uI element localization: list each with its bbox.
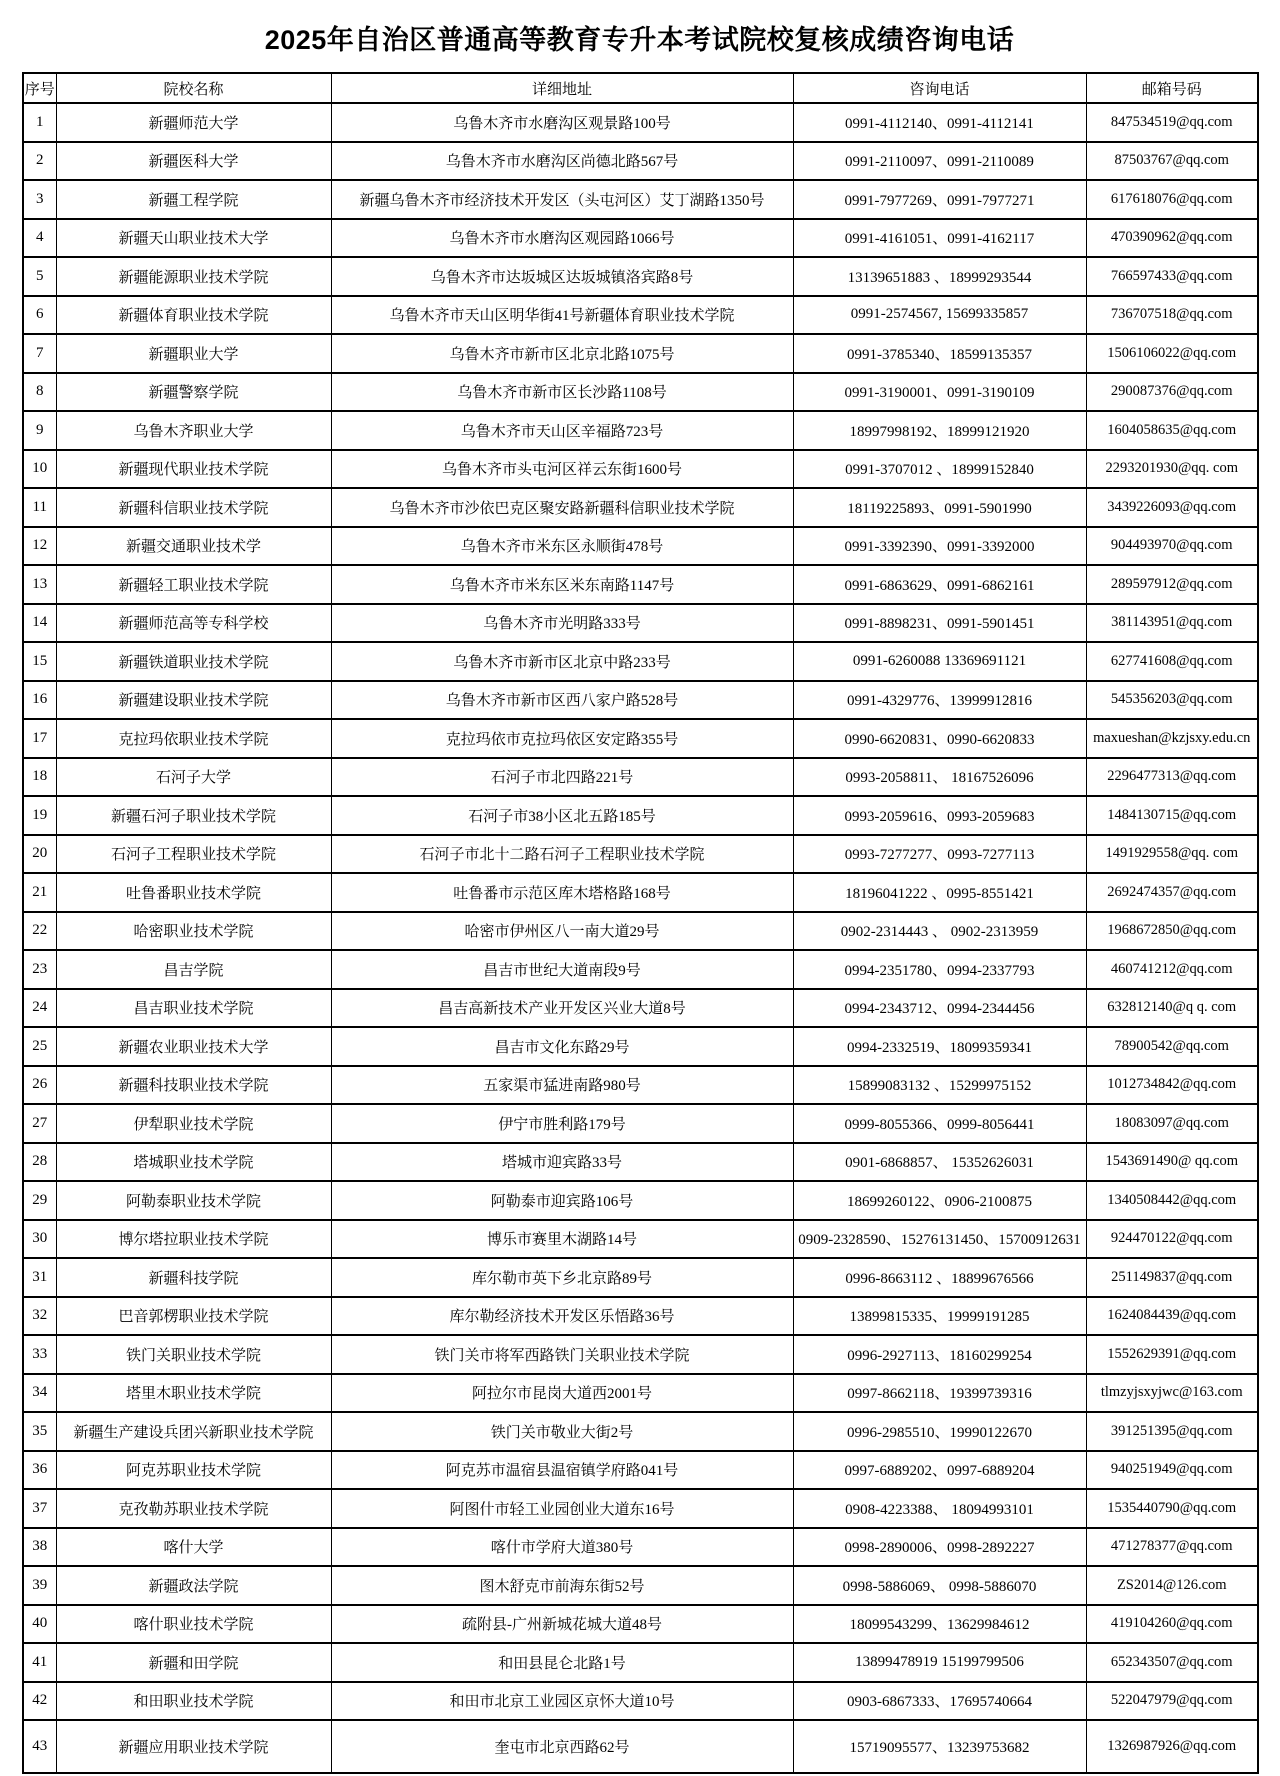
table-row xyxy=(23,758,1258,797)
table-row xyxy=(23,1104,1258,1143)
cell-no: 32 xyxy=(23,1297,56,1336)
cell-address: 吐鲁番市示范区库木塔格路168号 xyxy=(331,873,793,912)
cell-address: 和田市北京工业园区京怀大道10号 xyxy=(331,1682,793,1721)
column-header-no: 序号 xyxy=(23,73,56,103)
cell-address: 乌鲁木齐市光明路333号 xyxy=(331,604,793,643)
cell-school-name: 新疆应用职业技术学院 xyxy=(56,1720,331,1773)
cell-school-name: 新疆能源职业技术学院 xyxy=(56,257,331,296)
cell-phone: 0991-7977269、0991-7977271 xyxy=(793,180,1086,219)
cell-school-name: 新疆工程学院 xyxy=(56,180,331,219)
cell-no: 10 xyxy=(23,450,56,489)
table-row xyxy=(23,1566,1258,1605)
table-row xyxy=(23,296,1258,335)
cell-phone: 0994-2332519、18099359341 xyxy=(793,1027,1086,1066)
cell-address: 昌吉高新技术产业开发区兴业大道8号 xyxy=(331,989,793,1028)
cell-phone: 13899815335、19999191285 xyxy=(793,1297,1086,1336)
cell-phone: 0993-7277277、0993-7277113 xyxy=(793,835,1086,874)
cell-email: 766597433@qq.com xyxy=(1086,257,1258,296)
table-row xyxy=(23,527,1258,566)
cell-phone: 13139651883 、18999293544 xyxy=(793,257,1086,296)
cell-phone: 0993-2059616、0993-2059683 xyxy=(793,796,1086,835)
cell-no: 11 xyxy=(23,488,56,527)
cell-phone: 0991-2574567, 15699335857 xyxy=(793,296,1086,335)
cell-address: 铁门关市敬业大街2号 xyxy=(331,1412,793,1451)
cell-no: 30 xyxy=(23,1220,56,1259)
cell-phone: 0991-3707012 、18999152840 xyxy=(793,450,1086,489)
cell-email: maxueshan@kzjsxy.edu.cn xyxy=(1086,719,1258,758)
cell-no: 4 xyxy=(23,219,56,258)
cell-school-name: 塔里木职业技术学院 xyxy=(56,1374,331,1413)
cell-school-name: 石河子工程职业技术学院 xyxy=(56,835,331,874)
cell-email: 1326987926@qq.com xyxy=(1086,1720,1258,1773)
cell-school-name: 石河子大学 xyxy=(56,758,331,797)
cell-email: 1604058635@qq.com xyxy=(1086,411,1258,450)
cell-phone: 0991-6863629、0991-6862161 xyxy=(793,565,1086,604)
cell-school-name: 新疆交通职业技术学 xyxy=(56,527,331,566)
table-row xyxy=(23,334,1258,373)
cell-school-name: 新疆石河子职业技术学院 xyxy=(56,796,331,835)
table-header xyxy=(23,73,1258,103)
cell-email: 652343507@qq.com xyxy=(1086,1643,1258,1682)
cell-no: 22 xyxy=(23,912,56,951)
cell-no: 5 xyxy=(23,257,56,296)
cell-phone: 0994-2343712、0994-2344456 xyxy=(793,989,1086,1028)
cell-email: 419104260@qq.com xyxy=(1086,1605,1258,1644)
cell-no: 39 xyxy=(23,1566,56,1605)
cell-email: 545356203@qq.com xyxy=(1086,681,1258,720)
cell-email: ZS2014@126.com xyxy=(1086,1566,1258,1605)
table-row xyxy=(23,103,1258,142)
cell-no: 2 xyxy=(23,142,56,181)
cell-phone: 0901-6868857、 15352626031 xyxy=(793,1143,1086,1182)
cell-address: 乌鲁木齐市米东区永顺街478号 xyxy=(331,527,793,566)
cell-email: 904493970@qq.com xyxy=(1086,527,1258,566)
cell-address: 阿图什市轻工业园创业大道东16号 xyxy=(331,1489,793,1528)
cell-address: 疏附县-广州新城花城大道48号 xyxy=(331,1605,793,1644)
cell-address: 乌鲁木齐市达坂城区达坂城镇洛宾路8号 xyxy=(331,257,793,296)
cell-address: 乌鲁木齐市天山区辛福路723号 xyxy=(331,411,793,450)
table-row xyxy=(23,719,1258,758)
cell-school-name: 新疆体育职业技术学院 xyxy=(56,296,331,335)
cell-no: 43 xyxy=(23,1720,56,1773)
cell-address: 石河子市38小区北五路185号 xyxy=(331,796,793,835)
cell-address: 喀什市学府大道380号 xyxy=(331,1528,793,1567)
cell-phone: 0991-4112140、0991-4112141 xyxy=(793,103,1086,142)
cell-address: 铁门关市将军西路铁门关职业技术学院 xyxy=(331,1335,793,1374)
cell-email: 1535440790@qq.com xyxy=(1086,1489,1258,1528)
cell-school-name: 昌吉职业技术学院 xyxy=(56,989,331,1028)
header-row xyxy=(23,73,1258,103)
cell-email: 471278377@qq.com xyxy=(1086,1528,1258,1567)
cell-phone: 0996-2927113、18160299254 xyxy=(793,1335,1086,1374)
cell-school-name: 博尔塔拉职业技术学院 xyxy=(56,1220,331,1259)
cell-phone: 0909-2328590、15276131450、15700912631 xyxy=(793,1220,1086,1259)
table-row xyxy=(23,1143,1258,1182)
cell-phone: 0991-2110097、0991-2110089 xyxy=(793,142,1086,181)
cell-no: 35 xyxy=(23,1412,56,1451)
cell-no: 41 xyxy=(23,1643,56,1682)
table-row xyxy=(23,1528,1258,1567)
cell-email: 1543691490@ qq.com xyxy=(1086,1143,1258,1182)
cell-phone: 0991-3785340、18599135357 xyxy=(793,334,1086,373)
table-row xyxy=(23,873,1258,912)
cell-email: 1506106022@qq.com xyxy=(1086,334,1258,373)
cell-phone: 18099543299、13629984612 xyxy=(793,1605,1086,1644)
cell-phone: 18119225893、0991-5901990 xyxy=(793,488,1086,527)
cell-school-name: 铁门关职业技术学院 xyxy=(56,1335,331,1374)
cell-school-name: 喀什职业技术学院 xyxy=(56,1605,331,1644)
cell-school-name: 塔城职业技术学院 xyxy=(56,1143,331,1182)
cell-phone: 0998-5886069、 0998-5886070 xyxy=(793,1566,1086,1605)
table-row xyxy=(23,1720,1258,1773)
cell-address: 石河子市北四路221号 xyxy=(331,758,793,797)
cell-email: 1491929558@qq. com xyxy=(1086,835,1258,874)
cell-address: 乌鲁木齐市水磨沟区观景路100号 xyxy=(331,103,793,142)
cell-address: 乌鲁木齐市新市区长沙路1108号 xyxy=(331,373,793,412)
cell-phone: 0991-3190001、0991-3190109 xyxy=(793,373,1086,412)
cell-no: 28 xyxy=(23,1143,56,1182)
cell-school-name: 哈密职业技术学院 xyxy=(56,912,331,951)
cell-email: 1340508442@qq.com xyxy=(1086,1181,1258,1220)
cell-school-name: 阿克苏职业技术学院 xyxy=(56,1451,331,1490)
cell-address: 乌鲁木齐市新市区北京北路1075号 xyxy=(331,334,793,373)
table-row xyxy=(23,257,1258,296)
page-title: 2025年自治区普通高等教育专升本考试院校复核成绩咨询电话 xyxy=(264,25,1015,55)
table-row xyxy=(23,219,1258,258)
cell-school-name: 吐鲁番职业技术学院 xyxy=(56,873,331,912)
cell-school-name: 新疆科技职业技术学院 xyxy=(56,1066,331,1105)
cell-address: 乌鲁木齐市水磨沟区尚德北路567号 xyxy=(331,142,793,181)
cell-school-name: 新疆和田学院 xyxy=(56,1643,331,1682)
cell-school-name: 阿勒泰职业技术学院 xyxy=(56,1181,331,1220)
cell-address: 奎屯市北京西路62号 xyxy=(331,1720,793,1773)
cell-phone: 0996-2985510、19990122670 xyxy=(793,1412,1086,1451)
cell-address: 石河子市北十二路石河子工程职业技术学院 xyxy=(331,835,793,874)
cell-address: 塔城市迎宾路33号 xyxy=(331,1143,793,1182)
cell-address: 阿克苏市温宿县温宿镇学府路041号 xyxy=(331,1451,793,1490)
cell-phone: 0993-2058811、 18167526096 xyxy=(793,758,1086,797)
cell-no: 12 xyxy=(23,527,56,566)
cell-school-name: 新疆师范大学 xyxy=(56,103,331,142)
cell-phone: 18196041222 、0995-8551421 xyxy=(793,873,1086,912)
cell-school-name: 喀什大学 xyxy=(56,1528,331,1567)
cell-address: 库尔勒经济技术开发区乐悟路36号 xyxy=(331,1297,793,1336)
table-row xyxy=(23,450,1258,489)
cell-school-name: 克拉玛依职业技术学院 xyxy=(56,719,331,758)
cell-no: 23 xyxy=(23,950,56,989)
cell-school-name: 伊犁职业技术学院 xyxy=(56,1104,331,1143)
cell-school-name: 新疆警察学院 xyxy=(56,373,331,412)
cell-email: 78900542@qq.com xyxy=(1086,1027,1258,1066)
column-header-phone: 咨询电话 xyxy=(793,73,1086,103)
cell-school-name: 新疆生产建设兵团兴新职业技术学院 xyxy=(56,1412,331,1451)
cell-phone: 0991-6260088 13369691121 xyxy=(793,642,1086,681)
cell-no: 38 xyxy=(23,1528,56,1567)
table-row xyxy=(23,1489,1258,1528)
table-row xyxy=(23,1066,1258,1105)
cell-no: 17 xyxy=(23,719,56,758)
cell-email: 251149837@qq.com xyxy=(1086,1258,1258,1297)
table-body xyxy=(23,103,1258,1773)
cell-email: 924470122@qq.com xyxy=(1086,1220,1258,1259)
cell-phone: 0991-4161051、0991-4162117 xyxy=(793,219,1086,258)
cell-no: 27 xyxy=(23,1104,56,1143)
cell-address: 阿勒泰市迎宾路106号 xyxy=(331,1181,793,1220)
cell-address: 乌鲁木齐市沙依巴克区聚安路新疆科信职业技术学院 xyxy=(331,488,793,527)
cell-no: 1 xyxy=(23,103,56,142)
cell-no: 26 xyxy=(23,1066,56,1105)
table-row xyxy=(23,604,1258,643)
cell-no: 16 xyxy=(23,681,56,720)
cell-no: 21 xyxy=(23,873,56,912)
cell-email: 18083097@qq.com xyxy=(1086,1104,1258,1143)
cell-no: 34 xyxy=(23,1374,56,1413)
table-row xyxy=(23,642,1258,681)
cell-no: 31 xyxy=(23,1258,56,1297)
cell-no: 24 xyxy=(23,989,56,1028)
cell-no: 20 xyxy=(23,835,56,874)
cell-address: 昌吉市文化东路29号 xyxy=(331,1027,793,1066)
cell-school-name: 乌鲁木齐职业大学 xyxy=(56,411,331,450)
cell-email: 391251395@qq.com xyxy=(1086,1412,1258,1451)
cell-phone: 0994-2351780、0994-2337793 xyxy=(793,950,1086,989)
cell-no: 19 xyxy=(23,796,56,835)
table-row xyxy=(23,180,1258,219)
cell-phone: 0990-6620831、0990-6620833 xyxy=(793,719,1086,758)
cell-school-name: 新疆天山职业技术大学 xyxy=(56,219,331,258)
table-row xyxy=(23,1374,1258,1413)
cell-phone: 0902-2314443 、 0902-2313959 xyxy=(793,912,1086,951)
cell-email: 2293201930@qq. com xyxy=(1086,450,1258,489)
cell-school-name: 新疆农业职业技术大学 xyxy=(56,1027,331,1066)
cell-no: 9 xyxy=(23,411,56,450)
cell-email: 2296477313@qq.com xyxy=(1086,758,1258,797)
cell-email: 289597912@qq.com xyxy=(1086,565,1258,604)
cell-school-name: 新疆医科大学 xyxy=(56,142,331,181)
cell-no: 36 xyxy=(23,1451,56,1490)
cell-address: 新疆乌鲁木齐市经济技术开发区（头屯河区）艾丁湖路1350号 xyxy=(331,180,793,219)
cell-phone: 15719095577、13239753682 xyxy=(793,1720,1086,1773)
cell-school-name: 克孜勒苏职业技术学院 xyxy=(56,1489,331,1528)
cell-school-name: 新疆师范高等专科学校 xyxy=(56,604,331,643)
table-row xyxy=(23,796,1258,835)
cell-phone: 0908-4223388、 18094993101 xyxy=(793,1489,1086,1528)
cell-phone: 0998-2890006、0998-2892227 xyxy=(793,1528,1086,1567)
cell-email: 1012734842@qq.com xyxy=(1086,1066,1258,1105)
table-row xyxy=(23,1181,1258,1220)
cell-email: 522047979@qq.com xyxy=(1086,1682,1258,1721)
cell-address: 阿拉尔市昆岗大道西2001号 xyxy=(331,1374,793,1413)
cell-no: 14 xyxy=(23,604,56,643)
cell-no: 3 xyxy=(23,180,56,219)
cell-address: 图木舒克市前海东街52号 xyxy=(331,1566,793,1605)
table-row xyxy=(23,950,1258,989)
cell-no: 25 xyxy=(23,1027,56,1066)
cell-address: 乌鲁木齐市新市区西八家户路528号 xyxy=(331,681,793,720)
column-header-school-name: 院校名称 xyxy=(56,73,331,103)
cell-address: 库尔勒市英下乡北京路89号 xyxy=(331,1258,793,1297)
table-row xyxy=(23,565,1258,604)
cell-email: tlmzyjsxyjwc@163.com xyxy=(1086,1374,1258,1413)
cell-email: 381143951@qq.com xyxy=(1086,604,1258,643)
cell-no: 29 xyxy=(23,1181,56,1220)
cell-email: 1552629391@qq.com xyxy=(1086,1335,1258,1374)
cell-school-name: 昌吉学院 xyxy=(56,950,331,989)
cell-email: 1968672850@qq.com xyxy=(1086,912,1258,951)
cell-no: 40 xyxy=(23,1605,56,1644)
cell-no: 6 xyxy=(23,296,56,335)
cell-school-name: 巴音郭楞职业技术学院 xyxy=(56,1297,331,1336)
table-row xyxy=(23,989,1258,1028)
cell-school-name: 新疆轻工职业技术学院 xyxy=(56,565,331,604)
table-row xyxy=(23,1605,1258,1644)
column-header-email: 邮箱号码 xyxy=(1086,73,1258,103)
cell-address: 伊宁市胜利路179号 xyxy=(331,1104,793,1143)
cell-address: 五家渠市猛进南路980号 xyxy=(331,1066,793,1105)
cell-no: 8 xyxy=(23,373,56,412)
cell-phone: 0999-8055366、0999-8056441 xyxy=(793,1104,1086,1143)
table-row xyxy=(23,373,1258,412)
table-row xyxy=(23,1682,1258,1721)
table-row xyxy=(23,1027,1258,1066)
cell-phone: 18699260122、0906-2100875 xyxy=(793,1181,1086,1220)
table-row xyxy=(23,1643,1258,1682)
table-row xyxy=(23,1412,1258,1451)
cell-email: 87503767@qq.com xyxy=(1086,142,1258,181)
table-row xyxy=(23,488,1258,527)
cell-email: 632812140@q q. com xyxy=(1086,989,1258,1028)
cell-address: 和田县昆仑北路1号 xyxy=(331,1643,793,1682)
cell-email: 617618076@qq.com xyxy=(1086,180,1258,219)
table-row xyxy=(23,681,1258,720)
cell-email: 3439226093@qq.com xyxy=(1086,488,1258,527)
cell-phone: 0991-4329776、13999912816 xyxy=(793,681,1086,720)
cell-address: 乌鲁木齐市天山区明华街41号新疆体育职业技术学院 xyxy=(331,296,793,335)
cell-phone: 0996-8663112 、18899676566 xyxy=(793,1258,1086,1297)
cell-email: 736707518@qq.com xyxy=(1086,296,1258,335)
cell-email: 290087376@qq.com xyxy=(1086,373,1258,412)
cell-no: 13 xyxy=(23,565,56,604)
cell-school-name: 新疆政法学院 xyxy=(56,1566,331,1605)
cell-email: 627741608@qq.com xyxy=(1086,642,1258,681)
cell-email: 460741212@qq.com xyxy=(1086,950,1258,989)
cell-email: 2692474357@qq.com xyxy=(1086,873,1258,912)
cell-no: 18 xyxy=(23,758,56,797)
cell-phone: 0991-3392390、0991-3392000 xyxy=(793,527,1086,566)
cell-phone: 0903-6867333、17695740664 xyxy=(793,1682,1086,1721)
cell-no: 7 xyxy=(23,334,56,373)
column-header-address: 详细地址 xyxy=(331,73,793,103)
table-row xyxy=(23,142,1258,181)
cell-address: 哈密市伊州区八一南大道29号 xyxy=(331,912,793,951)
score-inquiry-table xyxy=(22,72,1259,1774)
cell-phone: 18997998192、18999121920 xyxy=(793,411,1086,450)
cell-address: 昌吉市世纪大道南段9号 xyxy=(331,950,793,989)
table-row xyxy=(23,912,1258,951)
cell-address: 博乐市赛里木湖路14号 xyxy=(331,1220,793,1259)
cell-phone: 0997-8662118、19399739316 xyxy=(793,1374,1086,1413)
cell-school-name: 新疆现代职业技术学院 xyxy=(56,450,331,489)
cell-phone: 13899478919 15199799506 xyxy=(793,1643,1086,1682)
table-row xyxy=(23,1220,1258,1259)
cell-email: 940251949@qq.com xyxy=(1086,1451,1258,1490)
cell-no: 42 xyxy=(23,1682,56,1721)
cell-phone: 15899083132 、15299975152 xyxy=(793,1066,1086,1105)
cell-no: 33 xyxy=(23,1335,56,1374)
cell-email: 1624084439@qq.com xyxy=(1086,1297,1258,1336)
cell-phone: 0991-8898231、0991-5901451 xyxy=(793,604,1086,643)
cell-address: 克拉玛依市克拉玛依区安定路355号 xyxy=(331,719,793,758)
cell-email: 470390962@qq.com xyxy=(1086,219,1258,258)
table-row xyxy=(23,1297,1258,1336)
cell-address: 乌鲁木齐市水磨沟区观园路1066号 xyxy=(331,219,793,258)
table-row xyxy=(23,1258,1258,1297)
cell-no: 37 xyxy=(23,1489,56,1528)
cell-no: 15 xyxy=(23,642,56,681)
cell-school-name: 和田职业技术学院 xyxy=(56,1682,331,1721)
cell-school-name: 新疆铁道职业技术学院 xyxy=(56,642,331,681)
cell-school-name: 新疆科信职业技术学院 xyxy=(56,488,331,527)
cell-school-name: 新疆职业大学 xyxy=(56,334,331,373)
table-row xyxy=(23,411,1258,450)
cell-address: 乌鲁木齐市米东区米东南路1147号 xyxy=(331,565,793,604)
table-row xyxy=(23,1335,1258,1374)
cell-address: 乌鲁木齐市头屯河区祥云东街1600号 xyxy=(331,450,793,489)
cell-phone: 0997-6889202、0997-6889204 xyxy=(793,1451,1086,1490)
table-row xyxy=(23,835,1258,874)
table-row xyxy=(23,1451,1258,1490)
cell-address: 乌鲁木齐市新市区北京中路233号 xyxy=(331,642,793,681)
cell-school-name: 新疆科技学院 xyxy=(56,1258,331,1297)
cell-email: 1484130715@qq.com xyxy=(1086,796,1258,835)
cell-school-name: 新疆建设职业技术学院 xyxy=(56,681,331,720)
cell-email: 847534519@qq.com xyxy=(1086,103,1258,142)
